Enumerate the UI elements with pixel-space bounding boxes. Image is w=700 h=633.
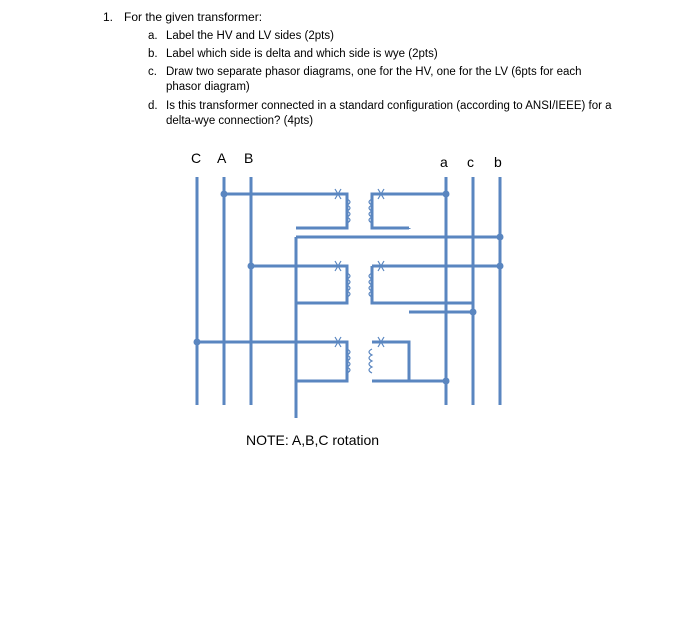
junction-dot (248, 263, 255, 270)
item-d-letter: d. (148, 100, 158, 112)
question-title: For the given transformer: (124, 10, 263, 24)
transformer-2-primary-lead (251, 266, 347, 303)
junction-dot (443, 378, 450, 385)
item-c-letter: c. (148, 66, 157, 78)
terminal-label-A: A (217, 150, 227, 166)
transformer-1-primary-lead (224, 194, 347, 228)
terminal-label-B: B (244, 150, 254, 166)
item-b-text: Label which side is delta and which side is wye (2pts) (166, 48, 438, 60)
junction-dot (497, 234, 504, 241)
item-a-text: Label the HV and LV sides (2pts) (166, 30, 334, 42)
transformer-3-secondary-lead (372, 342, 409, 381)
junction-dot (470, 309, 477, 316)
terminal-label-C: C (191, 150, 202, 166)
terminal-label-c: c (467, 154, 474, 170)
item-a-letter: a. (148, 30, 158, 42)
rotation-note: NOTE: A,B,C rotation (246, 432, 380, 448)
item-d-text: Is this transformer connected in a standard configuration (according to ANSI/IEEE) for a delta-wye connection? (4pts) (166, 100, 612, 127)
junction-dot (194, 339, 201, 346)
item-c-text: Draw two separate phasor diagrams, one for the HV, one for the LV (6pts for each phasor diagram) (166, 66, 582, 93)
junction-dot (497, 263, 504, 270)
question-number: 1. (103, 10, 114, 24)
transformer-2-secondary-tail (372, 266, 473, 303)
junction-dot (443, 191, 450, 198)
item-b-letter: b. (148, 48, 158, 60)
transformer-1-secondary-lead (372, 194, 446, 228)
terminal-label-b: b (494, 154, 502, 170)
transformer-3-secondary-coil (369, 349, 372, 373)
terminal-label-a: a (440, 154, 448, 170)
transformer-3-primary-lead (197, 342, 347, 381)
junction-dot (221, 191, 228, 198)
